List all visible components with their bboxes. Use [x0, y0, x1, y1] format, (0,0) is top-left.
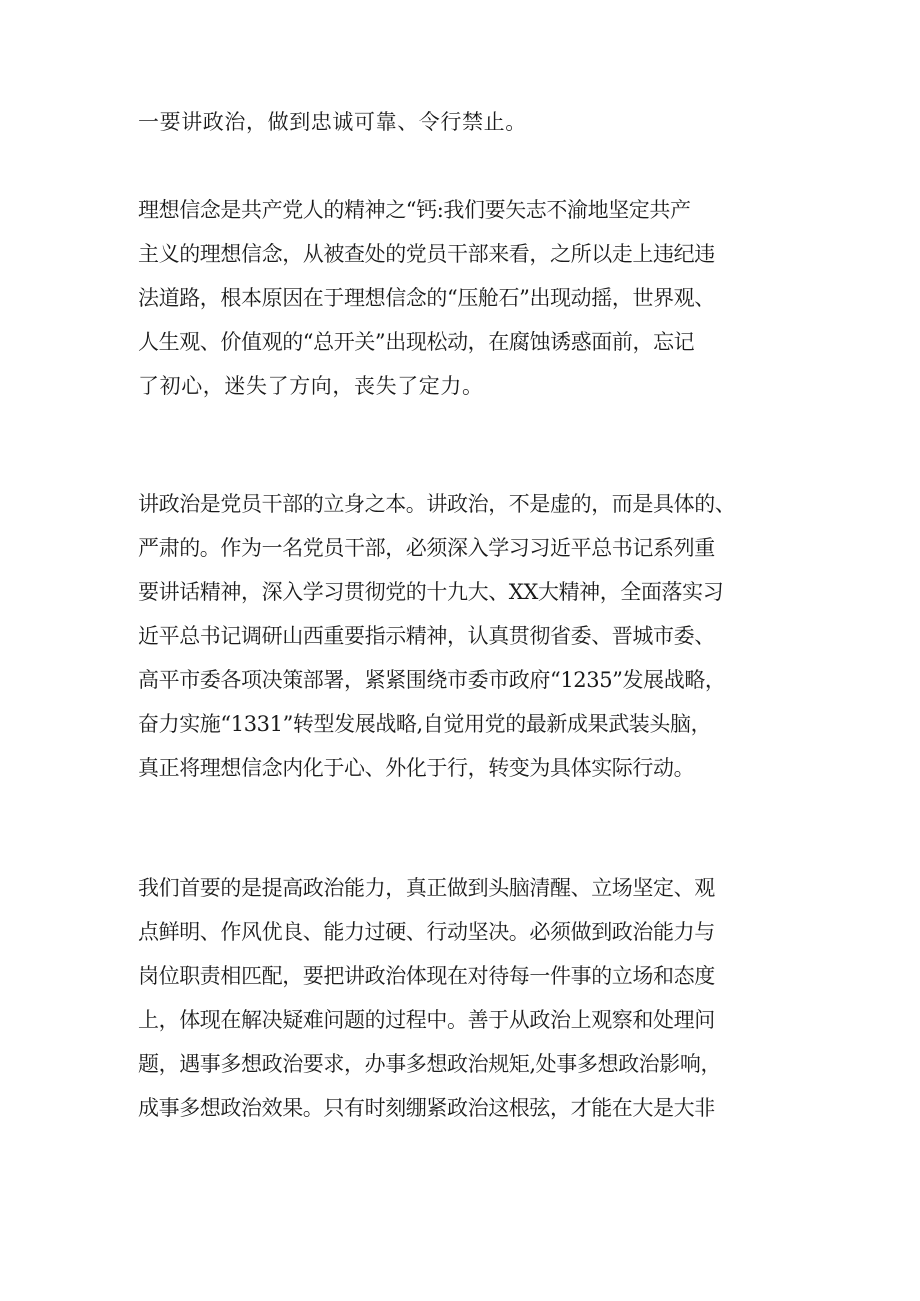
text-line: 理想信念是共产党人的精神之“钙:我们要矢志不渝地坚定共产	[138, 198, 691, 222]
text-line: 法道路，根本原因在于理想信念的“压舱石”出现动摇，世界观、	[138, 286, 715, 310]
text-line: 岗位职责相匹配，要把讲政治体现在对待每一件事的立场和态度	[138, 964, 715, 988]
text-line: 了初心，迷失了方向，丧失了定力。	[138, 374, 484, 398]
text-line: 高平市委各项决策部署，紧紧围绕市委市政府“1235”发展战略，	[138, 668, 726, 692]
paragraph-4	[138, 866, 798, 1130]
text-line: 成事多想政治效果。只有时刻绷紧政治这根弦，才能在大是大非	[138, 1096, 715, 1120]
text-line: 主义的理想信念，从被查处的党员干部来看，之所以走上违纪违	[138, 242, 715, 266]
text-line: 近平总书记调研山西重要指示精神，认真贯彻省委、晋城市委、	[138, 624, 715, 648]
text-line: 题，遇事多想政治要求，办事多想政治规矩,处事多想政治影响，	[138, 1052, 722, 1076]
paragraph-1	[138, 100, 798, 144]
text-line: 要讲话精神，深入学习贯彻党的十九大、XX大精神，全面落实习	[138, 580, 724, 604]
text-line: 上，体现在解决疑难问题的过程中。善于从政治上观察和处理问	[138, 1008, 715, 1032]
text-line: 人生观、价值观的“总开关”出现松动，在腐蚀诱惑面前，忘记	[138, 330, 695, 354]
text-line: 讲政治是党员干部的立身之本。讲政治，不是虚的，而是具体的、	[138, 492, 736, 516]
paragraph-3	[138, 482, 798, 790]
text-line: 奋力实施“1331”转型发展战略,自觉用党的最新成果武装头脑，	[138, 712, 712, 736]
paragraph-2	[138, 188, 798, 408]
text-line: 我们首要的是提高政治能力，真正做到头脑清醒、立场坚定、观	[138, 876, 715, 900]
text-line: 点鲜明、作风优良、能力过硬、行动坚决。必须做到政治能力与	[138, 920, 715, 944]
text-line: 真正将理想信念内化于心、外化于行，转变为具体实际行动。	[138, 756, 695, 780]
text-line: 一要讲政治，做到忠诚可靠、令行禁止。	[138, 110, 527, 134]
text-line: 严肃的。作为一名党员干部，必须深入学习习近平总书记系列重	[138, 536, 715, 560]
